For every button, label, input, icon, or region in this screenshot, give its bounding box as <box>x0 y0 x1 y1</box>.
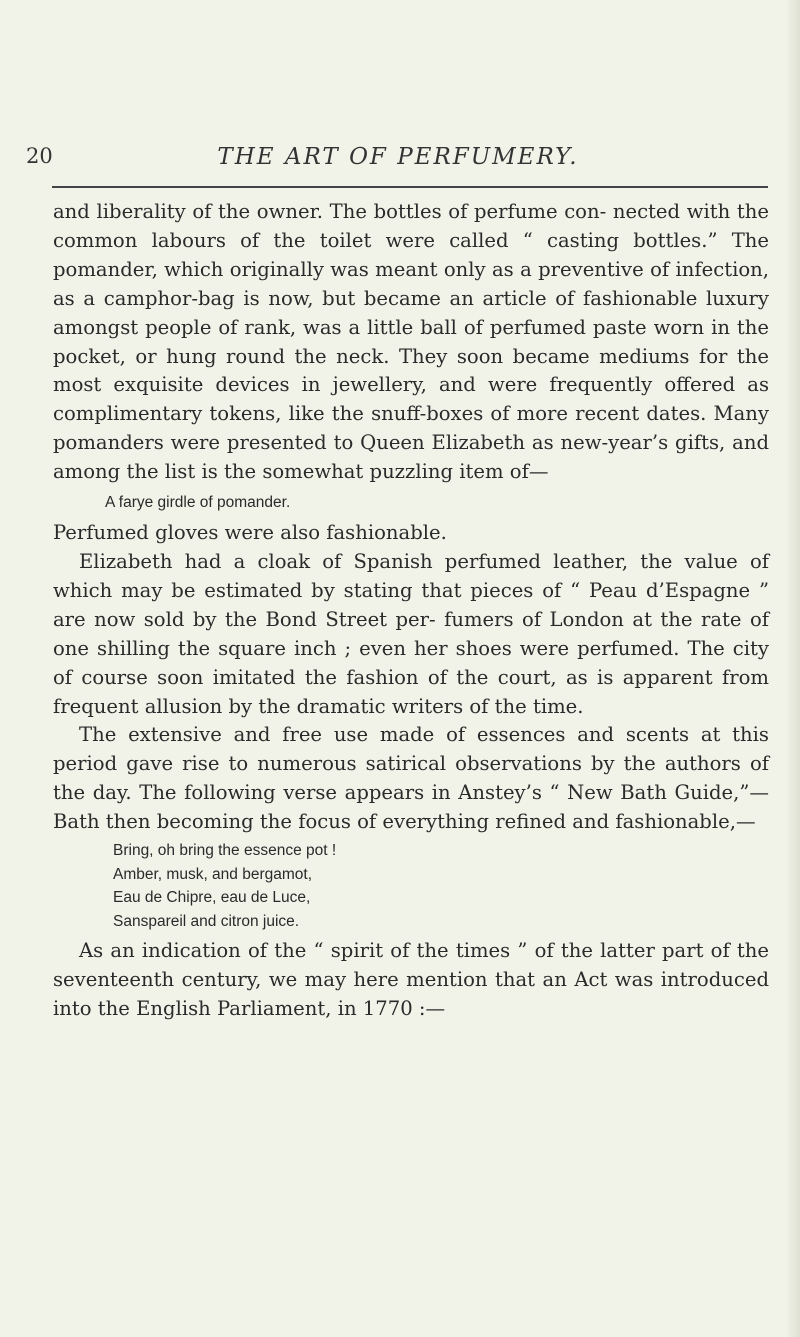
verse-line: Amber, musk, and bergamot, <box>113 865 313 883</box>
running-title: THE ART OF PERFUMERY. <box>217 144 579 170</box>
paragraph-1: and liberality of the owner. The bottles of perfume con- nected with the common labours of the toilet were called “ casting bottles.” The pomander, which originally was meant only as a preventive of infection, as a camphor-bag is now, but became an article of fashionable luxury amongst people of rank, was a little ball of perfumed paste worn in the pocket, or hung round the neck. They soon became mediums for the most exquisite devices in jewellery, and were frequently offered as complimentary tokens, like the snuff-boxes of more recent dates. Many pomanders were presented to Queen Elizabeth as new-year’s gifts, and among the list is the somewhat puzzling item of— <box>53 200 769 484</box>
verse-line: Sanspareil and citron juice. <box>113 912 300 930</box>
paragraph-2: Perfumed gloves were also fashionable. <box>53 521 447 545</box>
quotation-pomander: A farye girdle of pomander. <box>105 494 291 512</box>
paragraph-5: As an indication of the “ spirit of the times ” of the latter part of the seventeenth century, we may here mention that an Act was introduced into the English Parliament, in 1770 :— <box>53 939 769 1020</box>
page-edge-shadow <box>786 0 800 1337</box>
paragraph-3: Elizabeth had a cloak of Spanish perfumed leather, the value of which may be estimated by stating that pieces of “ Peau d’Espagne ” are now sold by the Bond Street per- fumers of London at the rate of one shilling the square inch ; even her shoes were perfumed. The city of course soon imitated the fashion of the court, as is apparent from frequent allusion by the dramatic writers of the time. <box>53 549 769 718</box>
verse-line: Eau de Chipre, eau de Luce, <box>113 889 311 907</box>
page-number: 20 <box>26 144 53 168</box>
page-body <box>53 198 769 1024</box>
header-rule <box>52 186 768 188</box>
verse-block <box>53 839 769 933</box>
page-header <box>26 144 770 174</box>
paragraph-4: The extensive and free use made of essences and scents at this period gave rise to numerous satirical observations by the authors of the day. The following verse appears in Anstey’s “ New Bath Guide,”—Bath then becoming the focus of everything refined and fashionable,— <box>53 723 769 834</box>
verse-line: Bring, oh bring the essence pot ! <box>113 842 337 860</box>
